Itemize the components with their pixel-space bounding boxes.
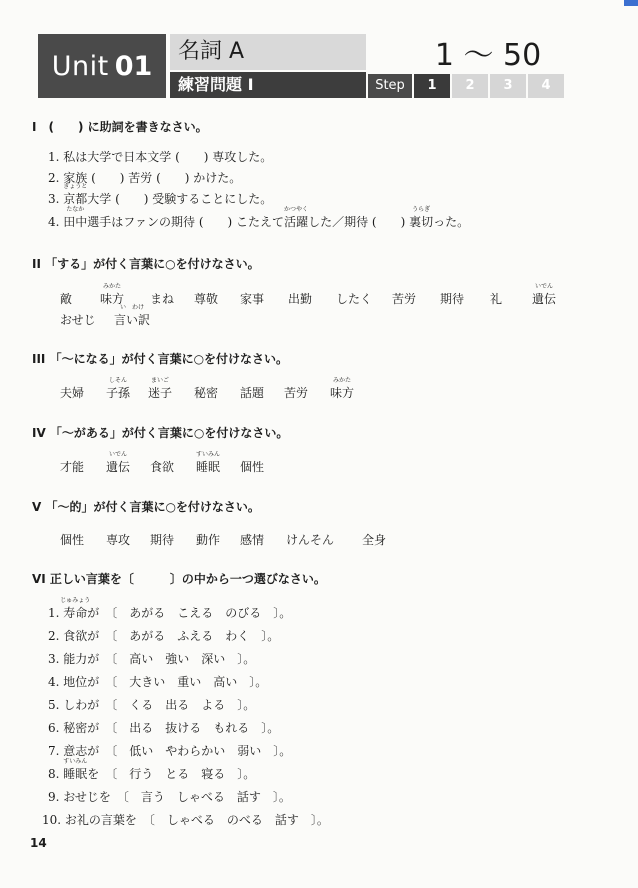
section-6-item-10 — [42, 811, 329, 828]
item-text: 能力が 〔 高い 強い 深い 〕。 — [63, 652, 256, 666]
ruby-reading: かつやく — [284, 206, 309, 213]
ruby-reading: しそん — [108, 377, 128, 384]
item-number: 8. — [48, 767, 60, 781]
item-text: 私は大学で日本文学 ( ) 専攻した。 — [63, 150, 273, 164]
item-number: 6. — [48, 721, 60, 735]
word-option: 話題 — [240, 386, 265, 400]
item-number: 10. — [42, 813, 62, 827]
word-option: おせじ — [60, 313, 96, 327]
ruby-word — [63, 206, 88, 230]
item-text: しわが 〔 くる 出る よる 〕。 — [63, 698, 256, 712]
ruby-reading: じゅみょう — [60, 597, 91, 604]
ruby-base: 味方 — [330, 386, 355, 400]
ruby-base: 遺伝 — [106, 460, 131, 474]
step-4: 4 — [528, 74, 564, 98]
section-6-item-1 — [48, 597, 292, 621]
unit-header — [38, 34, 563, 102]
ruby-base: 活躍 — [284, 215, 309, 229]
item-text: した／期待 ( ) — [308, 215, 410, 229]
item-text: った。 — [433, 215, 470, 229]
word-option: まね — [150, 292, 175, 306]
step-1: 1 — [414, 74, 450, 98]
word-option — [106, 451, 131, 475]
step-label: Step — [368, 74, 412, 98]
item-text: 食欲が 〔 あがる ふえる わく 〕。 — [63, 629, 280, 643]
ruby-base: 京都 — [63, 192, 88, 206]
ruby-word — [532, 283, 557, 307]
word-range: 1 〜 50 — [434, 38, 542, 73]
word-option: 礼 — [490, 292, 503, 306]
section-6-item-4 — [48, 673, 267, 690]
word-option: 苦労 — [392, 292, 417, 306]
ruby-word — [195, 451, 221, 475]
ruby-word — [284, 206, 309, 230]
item-number: 7. — [48, 744, 60, 758]
word-option — [148, 377, 173, 401]
ruby-base: 寿命 — [63, 606, 88, 620]
ruby-base: 田中 — [63, 215, 88, 229]
section-6-item-6 — [48, 719, 279, 736]
word-option: 出勤 — [288, 292, 313, 306]
section-2-title: II 「する」が付く言葉に○を付けなさい。 — [32, 257, 260, 271]
word-option: 秘密 — [194, 386, 219, 400]
item-number: 2. — [48, 171, 60, 185]
word-option: 個性 — [240, 460, 265, 474]
word-option — [330, 377, 355, 401]
word-option: 感情 — [240, 533, 265, 547]
unit-title: 名詞 A — [170, 34, 366, 70]
item-text: 意志が 〔 低い やわらかい 弱い 〕。 — [63, 744, 292, 758]
item-number: 4. — [48, 675, 60, 689]
ruby-base: 睡眠 — [196, 460, 221, 474]
ruby-reading: すいみん — [63, 758, 88, 765]
ruby-word — [106, 451, 131, 475]
item-text: 選手はファンの期待 ( ) こたえて — [87, 215, 285, 229]
section-3-title: III 「〜になる」が付く言葉に○を付けなさい。 — [32, 352, 289, 366]
word-option: 夫婦 — [60, 386, 85, 400]
unit-subtitle: 練習問題 I — [170, 72, 366, 98]
section-1-item-1 — [48, 148, 272, 165]
word-option: 個性 — [60, 533, 85, 547]
ruby-reading: いでん — [108, 451, 128, 458]
section-6-item-9 — [48, 788, 291, 805]
word-option — [114, 304, 151, 328]
ruby-base: 子孫 — [106, 386, 131, 400]
item-text: おせじを 〔 言う しゃべる 話す 〕。 — [63, 790, 291, 804]
word-option: 苦労 — [284, 386, 309, 400]
step-3: 3 — [490, 74, 526, 98]
ruby-word — [114, 304, 151, 328]
word-option: 敵 — [60, 292, 73, 306]
word-option — [106, 377, 131, 401]
section-6-title: VI 正しい言葉を〔 〕の中から一つ選びなさい。 — [32, 572, 326, 586]
word-option: 全身 — [362, 533, 387, 547]
ruby-base: 裏切 — [409, 215, 434, 229]
section-6-item-5 — [48, 696, 255, 713]
item-number: 1. — [48, 150, 60, 164]
item-text: が 〔 あがる こえる のびる 〕。 — [87, 606, 292, 620]
corner-mark — [624, 0, 638, 6]
word-option — [532, 283, 557, 307]
section-6-item-2 — [48, 627, 279, 644]
word-option: 食欲 — [150, 460, 175, 474]
ruby-base: 迷子 — [148, 386, 173, 400]
word-option — [195, 451, 221, 475]
item-text: 秘密が 〔 出る 抜ける もれる 〕。 — [63, 721, 280, 735]
step-2: 2 — [452, 74, 488, 98]
item-text: 大学 ( ) 受験することにした。 — [87, 192, 273, 206]
item-text: 地位が 〔 大きい 重い 高い 〕。 — [63, 675, 268, 689]
item-number: 2. — [48, 629, 60, 643]
section-1-item-4 — [48, 206, 470, 230]
ruby-word — [148, 377, 173, 401]
step-indicator — [368, 74, 564, 100]
item-number: 1. — [48, 606, 60, 620]
ruby-base: 言い訳 — [114, 313, 151, 327]
item-number: 5. — [48, 698, 60, 712]
section-1-title: I ( ) に助詞を書きなさい。 — [32, 120, 208, 134]
section-4-title: IV 「〜がある」が付く言葉に○を付けなさい。 — [32, 426, 289, 440]
ruby-base: 遺伝 — [532, 292, 557, 306]
word-option: 動作 — [196, 533, 221, 547]
unit-label: Unit — [51, 50, 109, 82]
section-6-item-3 — [48, 650, 255, 667]
ruby-reading: みかた — [102, 283, 122, 290]
word-option: 専攻 — [106, 533, 131, 547]
ruby-word — [60, 597, 91, 621]
item-text: を 〔 行う とる 寝る 〕。 — [87, 767, 256, 781]
page-number: 14 — [30, 836, 47, 850]
item-number: 9. — [48, 790, 60, 804]
ruby-word — [330, 377, 355, 401]
ruby-reading: い わけ — [119, 304, 145, 311]
ruby-base: 睡眠 — [63, 767, 88, 781]
ruby-word — [63, 758, 88, 782]
ruby-reading: いでん — [534, 283, 554, 290]
ruby-base: 味方 — [100, 292, 125, 306]
ruby-reading: たなか — [66, 206, 85, 213]
section-6-item-8 — [48, 758, 256, 782]
ruby-word — [106, 377, 131, 401]
unit-badge — [38, 34, 166, 98]
ruby-reading: うらぎ — [412, 206, 431, 213]
item-number: 4. — [48, 215, 60, 229]
word-option: 期待 — [440, 292, 465, 306]
word-option: 期待 — [150, 533, 175, 547]
ruby-reading: みかた — [332, 377, 352, 384]
word-option: 才能 — [60, 460, 85, 474]
item-number: 3. — [48, 652, 60, 666]
item-number: 3. — [48, 192, 60, 206]
ruby-word — [409, 206, 434, 230]
unit-number: 01 — [114, 50, 153, 82]
word-option: 尊敬 — [194, 292, 219, 306]
ruby-reading: まいご — [150, 377, 170, 384]
word-option: したく — [336, 292, 373, 306]
word-option: けんそん — [286, 533, 335, 547]
item-text: お礼の言葉を 〔 しゃべる のべる 話す 〕。 — [64, 813, 329, 827]
word-option: 家事 — [240, 292, 265, 306]
ruby-reading: すいみん — [195, 451, 221, 458]
section-5-title: V 「〜的」が付く言葉に○を付けなさい。 — [32, 500, 260, 514]
ruby-reading: きょうと — [63, 183, 88, 190]
item-text: 家族 ( ) 苦労 ( ) かけた。 — [63, 171, 242, 185]
